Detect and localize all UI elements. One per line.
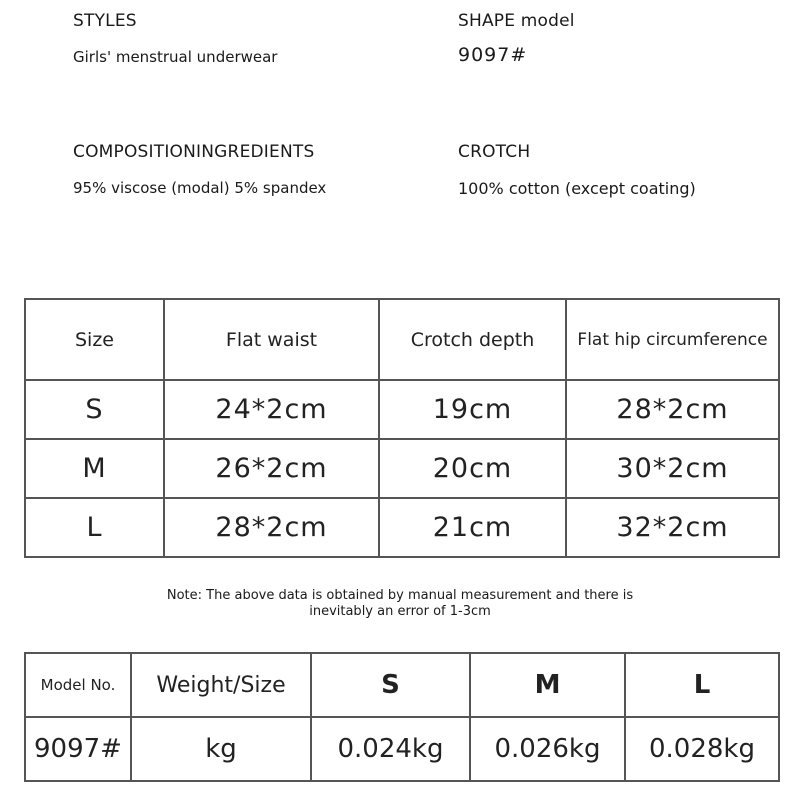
header-model-no: Model No. [25, 653, 131, 717]
crotch-value: 100% cotton (except coating) [458, 179, 696, 198]
shape-value: 9097# [458, 44, 528, 66]
header-flat-waist: Flat waist [164, 299, 379, 380]
crotch-cell: 21cm [379, 498, 566, 557]
weight-l-cell: 0.028kg [625, 717, 779, 781]
styles-block [73, 11, 277, 66]
hip-cell: 30*2cm [566, 439, 779, 498]
crotch-cell: 20cm [379, 439, 566, 498]
header-flat-hip: Flat hip circumference [566, 299, 779, 380]
header-weight-size: Weight/Size [131, 653, 311, 717]
table-row [25, 498, 779, 557]
size-table [24, 298, 780, 558]
styles-value: Girls' menstrual underwear [73, 48, 278, 66]
crotch-cell: 19cm [379, 380, 566, 439]
table-row [25, 717, 779, 781]
note-line-2: inevitably an error of 1-3cm [309, 604, 491, 619]
size-cell: M [25, 439, 164, 498]
unit-cell: kg [131, 717, 311, 781]
weight-table [24, 652, 780, 782]
note-line-1: Note: The above data is obtained by manual measurement and there is [166, 588, 634, 603]
header-size-l: L [625, 653, 779, 717]
composition-block [73, 142, 326, 197]
styles-label: STYLES [73, 11, 137, 31]
waist-cell: 26*2cm [164, 439, 379, 498]
hip-cell: 32*2cm [566, 498, 779, 557]
composition-value: 95% viscose (modal) 5% spandex [73, 179, 327, 197]
weight-m-cell: 0.026kg [470, 717, 625, 781]
size-cell: S [25, 380, 164, 439]
hip-cell: 28*2cm [566, 380, 779, 439]
table-row [25, 380, 779, 439]
weight-table-header [25, 653, 779, 717]
table-row [25, 439, 779, 498]
waist-cell: 28*2cm [164, 498, 379, 557]
crotch-block [458, 142, 696, 198]
header-size: Size [25, 299, 164, 380]
size-cell: L [25, 498, 164, 557]
size-table-header [25, 299, 779, 380]
measurement-note [0, 588, 800, 620]
model-no-cell: 9097# [25, 717, 131, 781]
header-size-m: M [470, 653, 625, 717]
header-crotch-depth: Crotch depth [379, 299, 566, 380]
composition-label: COMPOSITIONINGREDIENTS [73, 142, 315, 162]
header-size-s: S [311, 653, 470, 717]
weight-s-cell: 0.024kg [311, 717, 470, 781]
crotch-label: CROTCH [458, 142, 531, 162]
shape-block [458, 11, 575, 66]
waist-cell: 24*2cm [164, 380, 379, 439]
shape-label: SHAPE model [458, 11, 575, 31]
